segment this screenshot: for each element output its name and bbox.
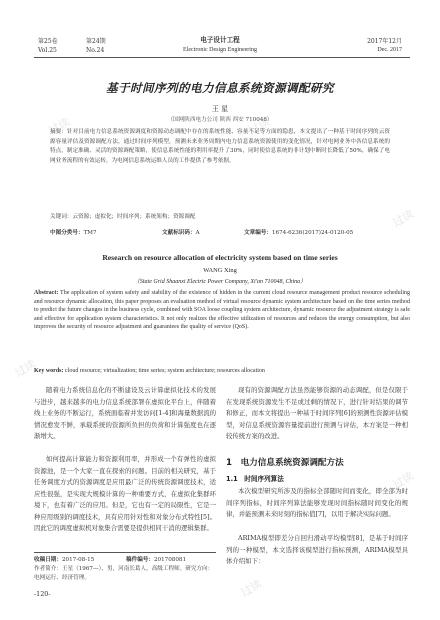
- header-issue-zh: 第24期: [86, 38, 106, 45]
- paper-title-zh: 基于时间序列的电力信息系统资源调配研究: [106, 81, 334, 95]
- abstract-zh: 摘要：针对目前电力信息系统资源调度和资源动态调配中存在的系统性能、容量不足等方面的隐患，本文提出了一种基于时间序列的云资源容量评估及资源调配方法，通过时间序列模型，预测未来业务周期内电力信息系统资源使用的变化情况，针对电网业务中各信息系统的特点，制定准确、灵活的资源调配策略，使信息系统性能的利用率提升了30%，同时使信息系统的非计划中断时长降低了50%，确保了电网业务流程的有效运转，为电网信息系统运维人员的工作提供了参考依据。: [50, 129, 390, 164]
- header-rule: [34, 57, 410, 58]
- header-issue-en: No.24: [86, 47, 105, 54]
- manuscript-number: [126, 556, 186, 565]
- watermark: 过读: [238, 577, 265, 600]
- paper-title-en: Research on resource allocation of electricity system based on time series: [102, 253, 338, 262]
- doc-code-label: 文献标识码：: [162, 230, 196, 236]
- header-date-zh: 2017年12月: [367, 38, 402, 45]
- affiliation-zh: （国网陕西电力公司 陕西 西安 710048）: [167, 117, 273, 123]
- page-number: -120-: [34, 590, 51, 598]
- author-en: WANG Xing: [203, 267, 237, 274]
- abstract-en-label: Abstract:: [34, 290, 59, 296]
- clc-label: 中图分类号：: [50, 230, 84, 236]
- intro-paragraph-2: 如何提高计算能力和资源利用率，并形成一个有弹性的虚拟资源池，是一个大家一直在探索的问题。目前的相关研究，基于任务调度方式的资源调度是应用最广泛的传统资源调度技术，适应性很强，是实现大规模计算的一种重要方式，在虚拟化集群环境下，也有着广泛的应用。但是，它也有一定的局限性，它是一种应用级别的调度技术，具有应用针对性和对象分布式特性[5]。因此它的调度虚拟机对象集合需要是提供相同干消的逻辑集群。: [34, 455, 216, 532]
- intro-paragraph-3: 现有的资源调配方法虽然能够资源的动态调配，但是仅限于在发现系统资源发生不足或过剩的情况下，进行针对结果的调节和修正，而本文将提出一种基于时间序列[6]的预测性资源评估模型，对信息系统资源容量提前进行预测与评估，本方案是一种相较传统方案的改进。: [226, 386, 408, 440]
- article-number: [244, 228, 353, 236]
- header-volume-zh: 第25卷: [38, 38, 58, 45]
- watermark: 过读: [246, 115, 273, 138]
- received-value: 2017-08-15: [61, 557, 95, 563]
- abstract-en: [34, 289, 410, 332]
- intro-paragraph-1: 随着电力系统信息化的不断建设及云计算虚拟化技术的发展与进步，越来越多的电力信息系统部署在虚拟化平台上，伴随着线上业务的不断运行，系统面临着并发访问[1-4]和海量数据流的情况愈发不鲜，承载系统的资源所负担的负荷和计算强度也在逐渐增大。: [34, 386, 216, 440]
- section-paragraph-1: 本次模型研究所涉及的指标全部随时间而变化，即全部为时间序列指标，时间序列算法能够发现时间指标随时间变化的规律，并能预测未来时刻的指标值[7]，以用于解决实际问题。: [226, 487, 408, 518]
- keywords-en-text: cloud resource; virtualization; time series; system architecture; resources allocation: [63, 368, 265, 374]
- footnote-rule: [34, 552, 216, 553]
- affiliation-en: （State Grid Shaanxi Electric Power Company, Xi'an 710048, China）: [133, 279, 307, 285]
- keywords-en-label: Key words:: [34, 368, 64, 374]
- watermark: 过读: [390, 469, 417, 492]
- section-paragraph-2: ARIMA模型即差分自回归滑动平均模型[8]，是基于时间序列的一种模型，本文选择该模型进行指标预测，ARIMA模型具体介绍如下：: [226, 534, 408, 565]
- section-1-title: 1 电力信息系统资源调配方法: [226, 458, 344, 468]
- author-zh: 王 星: [211, 105, 229, 113]
- editor-value: 201708081: [153, 557, 187, 563]
- keywords-en: [34, 368, 265, 374]
- keywords-zh: 关键词：云资源；虚拟化；时间序列；系统架构；资源调配: [50, 214, 196, 220]
- article-no-label: 文章编号：: [244, 230, 272, 236]
- document-code: [162, 228, 200, 236]
- header-volume-en: Vol.25: [38, 47, 57, 54]
- abstract-en-text: The application of system safety and stability of the existence of hidden in the current cloud resource management product resource scheduling and resource dynamic allocation, this paper proposes an evaluation method of virtual resource dynamic system architecture based on the time series method to predict the future changes in the business cycle, combined with SOA loose coupling system architecture, dynamic resource the adjustment strategy is safe and effective for application system characteristics. It not only realizes the effective utilization of resources and reduces the energy consumption, but also improves the security of resource adjustment and guarantees the quality of service (QoS).: [34, 290, 410, 330]
- header-date-en: Dec. 2017: [377, 47, 402, 53]
- author-bio: 作者简介：王星（1967—），男，河南长葛人，高级工程师。研究方向：电网运行、经济管理。: [34, 566, 214, 581]
- watermark: 过读: [46, 115, 73, 138]
- editor-label: 稿件编号：: [126, 557, 154, 563]
- watermark: 过读: [12, 357, 39, 380]
- subsection-1-1-title: 1.1 时间序列算法: [226, 475, 284, 483]
- received-date: [34, 556, 94, 565]
- article-no-value: 1674-6236(2017)24-0120-05: [271, 230, 354, 236]
- watermark: 过读: [390, 207, 417, 230]
- header-journal-en: Electronic Design Engineering: [183, 47, 257, 53]
- doc-code-value: A: [195, 230, 200, 236]
- header-journal-zh: 电子设计工程: [200, 36, 240, 44]
- clc-value: TM7: [83, 230, 97, 236]
- received-label: 收稿日期：: [34, 557, 62, 563]
- clc-number: [50, 228, 97, 236]
